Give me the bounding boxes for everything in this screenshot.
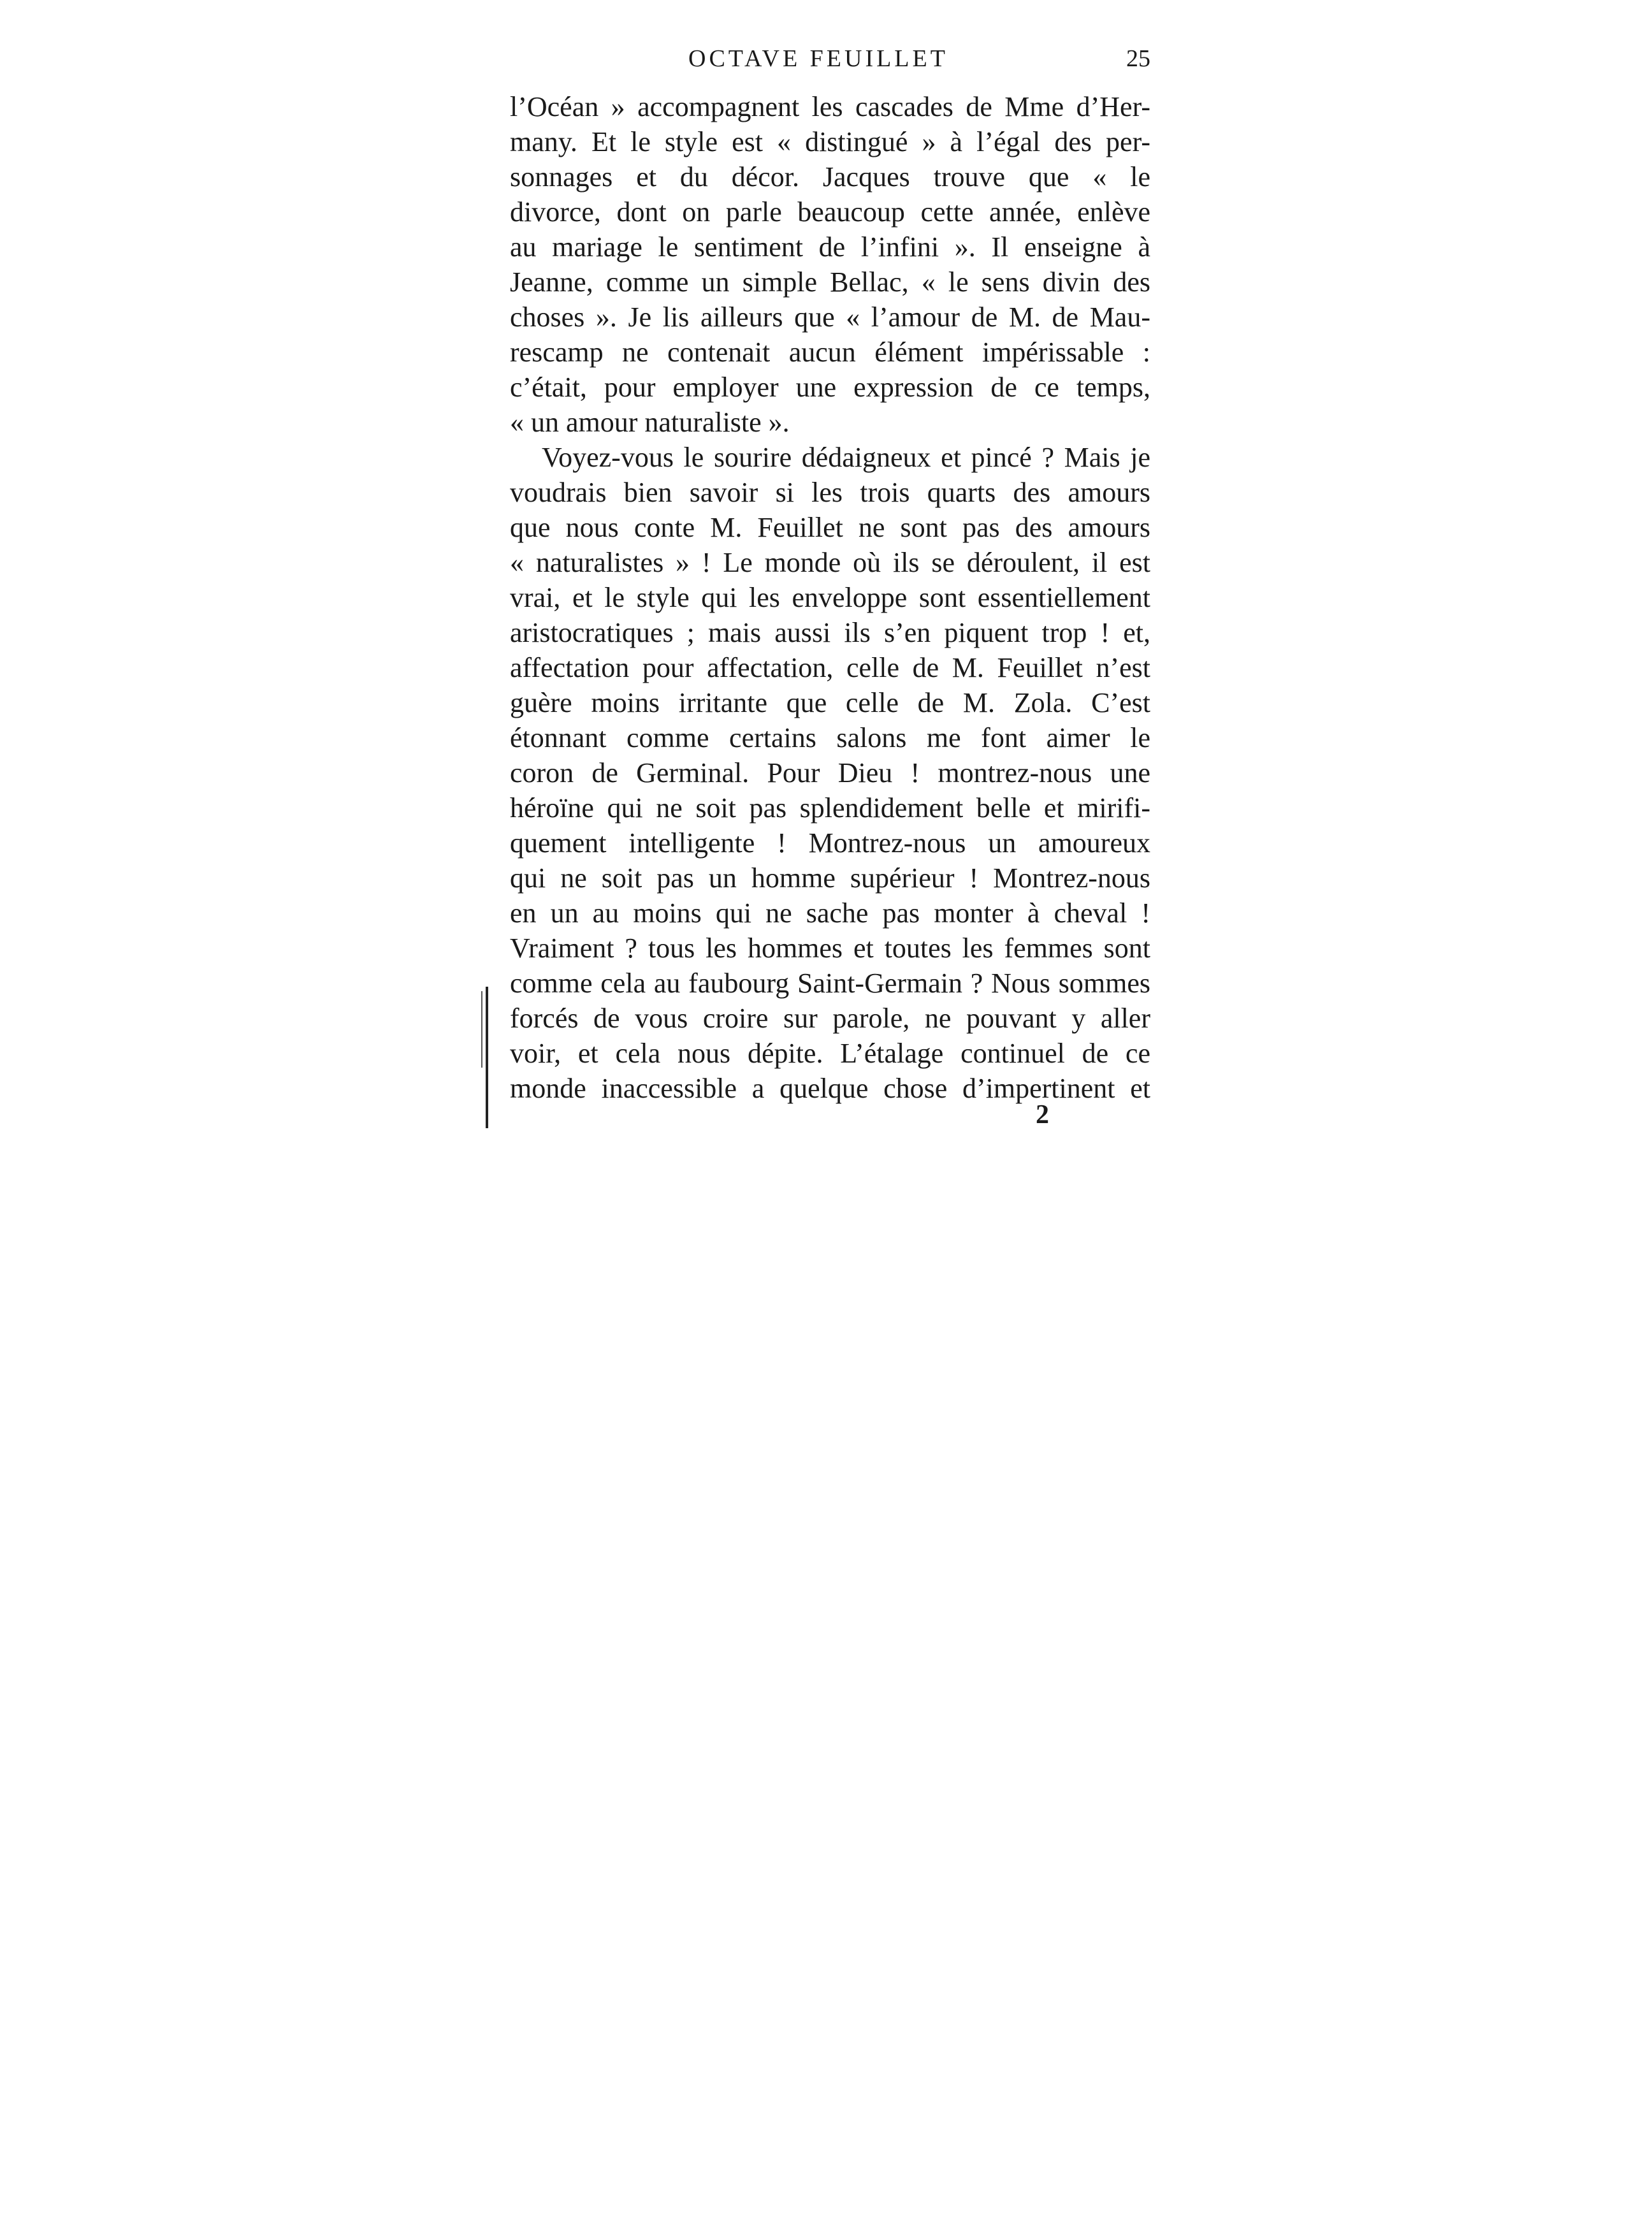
text-line: héroïne qui ne soit pas splendidement belle et mirifi- [510,792,1150,824]
running-title: OCTAVE FEUILLET [688,45,948,72]
text-line: « naturalistes » ! Le monde où ils se déroulent, il est [510,547,1150,578]
text-line: Voyez-vous le sourire dédaigneux et pincé ? Mais je [542,442,1150,473]
text-line: voir, et cela nous dépite. L’étalage continuel de ce [510,1038,1150,1069]
text-line: que nous conte M. Feuillet ne sont pas des amours [510,512,1150,543]
text-line: « un amour naturaliste ». [510,407,790,438]
margin-mark [481,991,482,1068]
running-head [510,38,1150,83]
text-line: quement intelligente ! Montrez-nous un amoureux [510,827,1150,859]
text-line: l’Océan » accompagnent les cascades de Mme d’Her- [510,91,1150,122]
text-line: Jeanne, comme un simple Bellac, « le sens divin des [510,266,1150,298]
margin-mark [486,987,488,1128]
text-line: monde inaccessible a quelque chose d’impertinent et [510,1073,1150,1104]
text-line: many. Et le style est « distingué » à l’égal des per- [510,126,1150,157]
text-line: affectation pour affectation, celle de M. Feuillet n’est [510,652,1150,683]
text-line: en un au moins qui ne sache pas monter à cheval ! [510,897,1150,929]
text-line: c’était, pour employer une expression de ce temps, [510,372,1150,403]
signature-mark: 2 [1036,1100,1049,1129]
page-number: 25 [1126,45,1150,72]
text-line: vrai, et le style qui les enveloppe sont essentiellement [510,582,1150,613]
text-line: qui ne soit pas un homme supérieur ! Montrez-nous [510,862,1150,894]
text-line: comme cela au faubourg Saint-Germain ? Nous sommes [510,968,1150,999]
text-line: sonnages et du décor. Jacques trouve que « le [510,161,1150,192]
text-line: étonnant comme certains salons me font aimer le [510,722,1150,753]
text-line: guère moins irritante que celle de M. Zola. C’est [510,687,1150,718]
text-line: aristocratiques ; mais aussi ils s’en piquent trop ! et, [510,617,1150,648]
text-line: rescamp ne contenait aucun élément impérissable : [510,337,1150,368]
paragraph-2 [510,440,1150,1106]
paragraph-1 [510,89,1150,440]
text-line: au mariage le sentiment de l’infini ». Il enseigne à [510,231,1150,263]
text-line: divorce, dont on parle beaucoup cette année, enlève [510,196,1150,228]
text-line: coron de Germinal. Pour Dieu ! montrez-nous une [510,757,1150,788]
text-line: choses ». Je lis ailleurs que « l’amour de M. de Mau- [510,301,1150,333]
text-line: forcés de vous croire sur parole, ne pouvant y aller [510,1003,1150,1034]
text-line: Vraiment ? tous les hommes et toutes les femmes sont [510,933,1150,964]
text-line: voudrais bien savoir si les trois quarts des amours [510,477,1150,508]
body-text [510,89,1150,1106]
